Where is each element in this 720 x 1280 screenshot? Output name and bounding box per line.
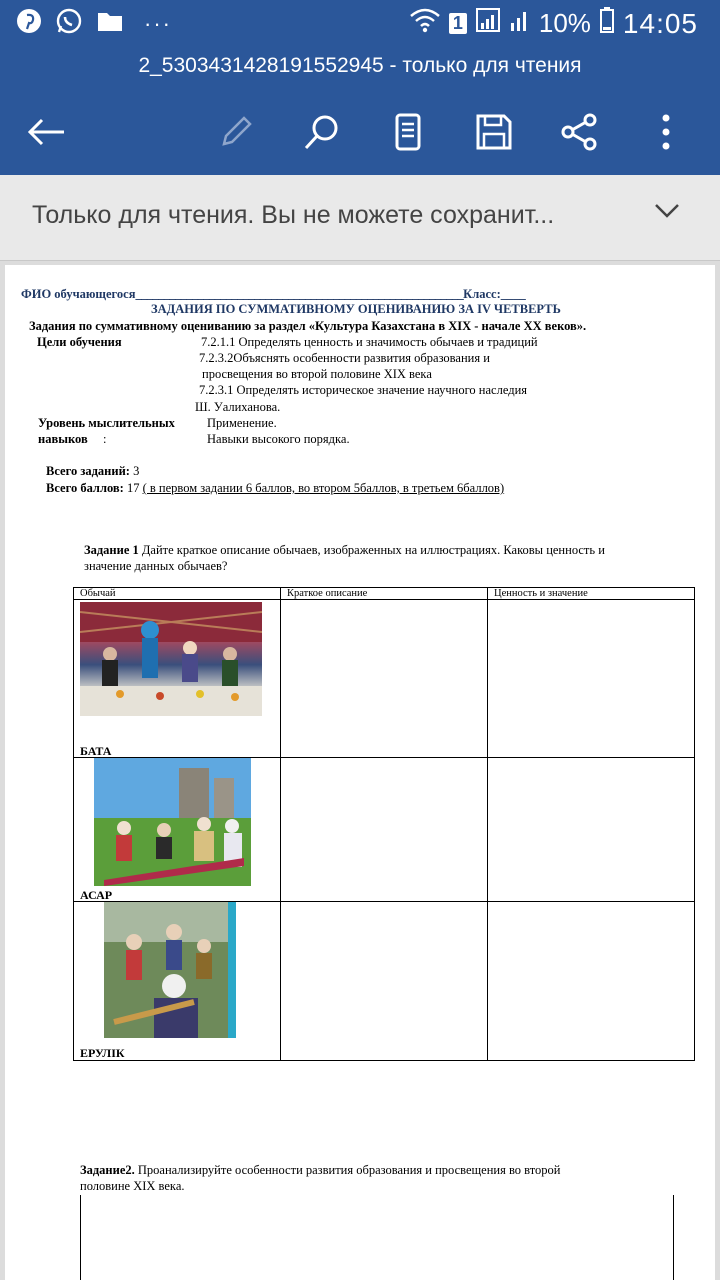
- search-icon: [302, 112, 342, 152]
- goal-2b: просвещения во второй половине XIX века: [202, 367, 432, 381]
- whatsapp-icon: [56, 8, 82, 39]
- toolbar: [0, 100, 720, 160]
- erulik-photo: [104, 902, 236, 1038]
- total-tasks: [46, 464, 139, 479]
- signal-2-icon: [509, 7, 531, 40]
- search-button[interactable]: [298, 108, 346, 156]
- value-cell[interactable]: [488, 600, 695, 758]
- task2-answer-box[interactable]: [80, 1195, 674, 1280]
- table-row: [74, 600, 695, 758]
- folder-icon: [96, 9, 124, 38]
- clock: 14:05: [622, 7, 698, 39]
- read-only-banner[interactable]: [0, 175, 720, 261]
- sim-badge: 1: [449, 13, 467, 34]
- share-button[interactable]: [556, 108, 604, 156]
- goals-label: Цели обучения: [37, 335, 122, 349]
- reading-view-icon: [393, 112, 423, 152]
- read-only-banner-text: Только для чтения. Вы не можете сохранит...: [32, 201, 555, 229]
- save-icon: [474, 112, 514, 152]
- total-points-value: 17: [126, 481, 140, 495]
- custom-label: АСАР: [80, 888, 113, 902]
- level-colon: :: [103, 432, 107, 446]
- class-label: Класс:: [463, 287, 501, 301]
- save-button[interactable]: [470, 108, 518, 156]
- custom-label: ЕРУЛІК: [80, 1046, 125, 1060]
- document-title: 2_5303431428191552945 - только для чтения: [138, 54, 582, 77]
- total-points-label: Всего баллов:: [46, 481, 124, 495]
- more-icon: [660, 112, 672, 152]
- task2-line-2: половине XIX века.: [80, 1179, 185, 1193]
- class-blank: ____: [500, 287, 526, 301]
- total-tasks-value: 3: [133, 464, 140, 478]
- custom-cell: [74, 758, 281, 902]
- wifi-icon: [409, 7, 441, 40]
- share-icon: [560, 112, 600, 152]
- battery-percent: 10%: [538, 8, 591, 38]
- custom-cell: [74, 600, 281, 758]
- document-page[interactable]: [5, 265, 715, 1280]
- back-button[interactable]: [22, 108, 70, 156]
- task1-line-1: [84, 543, 605, 558]
- task2-text-1: Проанализируйте особенности развития образования и просвещения во второй: [137, 1163, 561, 1177]
- task1-text-1: Дайте краткое описание обычаев, изображенных на иллюстрациях. Каковы ценность и: [141, 543, 605, 557]
- task1-label: Задание 1: [84, 543, 139, 557]
- more-notifications-icon: ···: [144, 10, 172, 36]
- level-value-1: Применение.: [207, 416, 277, 430]
- back-arrow-icon: [26, 116, 66, 148]
- table-row: [74, 758, 695, 902]
- fio-label: ФИО обучающегося: [21, 287, 136, 301]
- value-cell[interactable]: [488, 902, 695, 1061]
- description-cell[interactable]: [281, 902, 488, 1061]
- goal-2: 7.2.3.2Объяснять особенности развития образования и: [199, 351, 490, 365]
- value-cell[interactable]: [488, 758, 695, 902]
- total-tasks-label: Всего заданий:: [46, 464, 130, 478]
- page-heading: ЗАДАНИЯ ПО СУММАТИВНОМУ ОЦЕНИВАНИЮ ЗА IV ЧЕТВЕРТЬ: [151, 302, 561, 316]
- signal-icon: [475, 7, 501, 40]
- task2-label: Задание2.: [80, 1163, 135, 1177]
- task1-line-2: значение данных обычаев?: [84, 559, 228, 573]
- chevron-down-icon: [654, 203, 680, 219]
- level-label-2: навыков: [38, 432, 88, 446]
- fio-line: [21, 287, 526, 302]
- expand-banner-button[interactable]: [654, 203, 680, 224]
- task2-line-1: [80, 1163, 560, 1178]
- description-cell[interactable]: [281, 758, 488, 902]
- status-bar: [0, 0, 720, 50]
- level-label-1: Уровень мыслительных: [38, 416, 175, 430]
- asar-photo: [94, 758, 251, 886]
- more-options-button[interactable]: [642, 108, 690, 156]
- table-header-cell: Обычай: [74, 588, 281, 600]
- goal-3b: Ш. Уалиханова.: [195, 400, 281, 414]
- goal-3: 7.2.3.1 Определять историческое значение научного наследия: [199, 383, 528, 397]
- customs-table: [73, 587, 695, 1061]
- table-row: [74, 902, 695, 1061]
- pinterest-icon: [16, 8, 42, 39]
- edit-button[interactable]: [212, 108, 260, 156]
- custom-label: БАТА: [80, 744, 112, 758]
- fio-blank: __________________________________________________________: [135, 287, 464, 301]
- goal-1: 7.2.1.1 Определять ценность и значимость обычаев и традиций: [201, 335, 538, 349]
- total-points: [46, 481, 504, 496]
- pencil-icon: [216, 112, 256, 152]
- reading-view-button[interactable]: [384, 108, 432, 156]
- description-cell[interactable]: [281, 600, 488, 758]
- section-title: Задания по суммативному оцениванию за раздел «Культура Казахстана в XIX - начале XX веков».: [29, 319, 587, 333]
- custom-cell: [74, 902, 281, 1061]
- table-header-cell: Краткое описание: [281, 588, 488, 600]
- bata-photo: [80, 602, 262, 716]
- total-points-note: ( в первом задании 6 баллов, во втором 5баллов, в третьем 6баллов): [142, 481, 505, 495]
- level-value-2: Навыки высокого порядка.: [207, 432, 350, 446]
- app-header: [0, 50, 720, 175]
- table-header-row: [74, 588, 695, 600]
- table-header-cell: Ценность и значение: [488, 588, 695, 600]
- battery-icon: [599, 6, 615, 41]
